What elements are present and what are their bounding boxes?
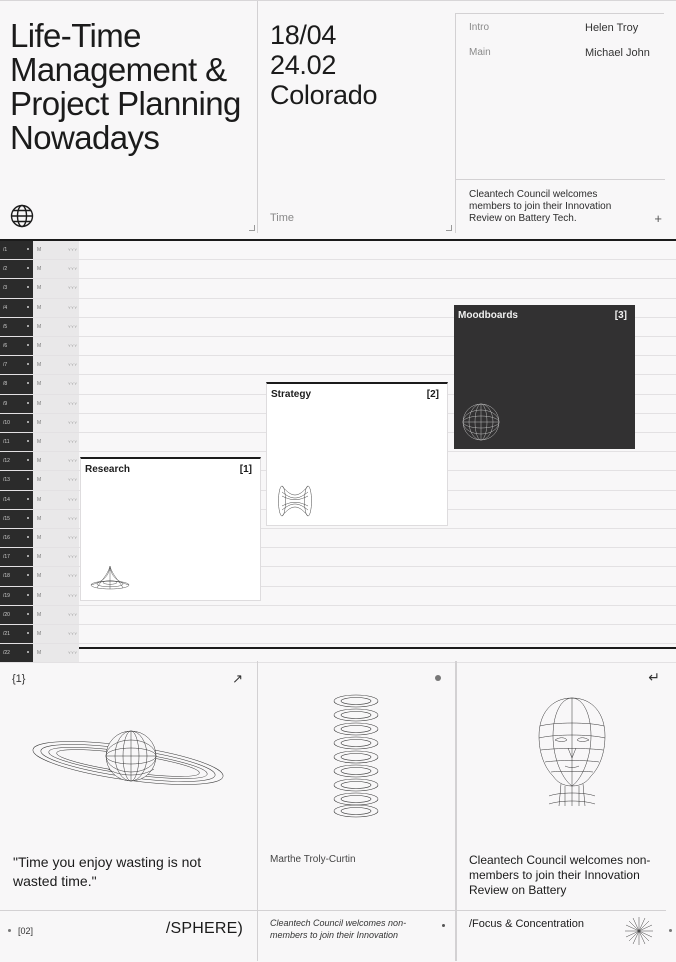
row-meta <box>33 395 79 413</box>
row-dot <box>27 363 29 365</box>
row-meta <box>33 471 79 489</box>
row-number-label: /10 <box>3 419 10 426</box>
timeline-row <box>0 279 676 298</box>
row-meta <box>33 433 79 451</box>
row-year: YYY <box>68 304 78 310</box>
row-number-label: /15 <box>3 515 10 522</box>
row-year: YYY <box>68 266 78 272</box>
row-year: YYY <box>68 515 78 521</box>
spring-wireframe-icon <box>330 693 382 821</box>
sphere-wireframe-icon <box>462 403 500 441</box>
row-meta <box>33 241 79 259</box>
card-number: [1] <box>239 464 252 475</box>
corner-mark <box>249 225 255 231</box>
timeline <box>0 239 676 657</box>
row-month: M <box>37 458 42 465</box>
row-dot <box>27 344 29 346</box>
row-year: YYY <box>68 343 78 348</box>
timeline-row <box>0 241 676 260</box>
row-number-label: /3 <box>3 285 8 292</box>
status-dot <box>435 675 441 681</box>
row-year: YYY <box>68 650 78 656</box>
row-number-label: /11 <box>3 439 10 445</box>
row-dot <box>27 382 29 384</box>
brand-link[interactable]: /SPHERE) <box>165 920 243 937</box>
row-year: YYY <box>68 439 78 444</box>
row-month: M <box>37 343 42 349</box>
row-month: M <box>37 554 42 561</box>
row-meta <box>33 452 79 470</box>
row-number-label: /14 <box>3 496 10 503</box>
arrow-up-right-icon[interactable]: ↗ <box>232 671 243 686</box>
small-dot <box>442 924 445 927</box>
row-meta <box>33 625 79 643</box>
row-number-label: /16 <box>3 535 10 541</box>
title-column <box>0 1 258 233</box>
row-number <box>0 375 33 393</box>
plus-button[interactable]: + <box>654 211 662 226</box>
row-month: M <box>37 573 42 580</box>
row-meta <box>33 375 79 393</box>
cone-wireframe-icon <box>89 563 131 591</box>
row-dot <box>27 459 29 461</box>
row-dot <box>27 286 29 288</box>
row-year: YYY <box>68 458 78 464</box>
role-key: Main <box>469 47 491 58</box>
row-month: M <box>37 266 42 273</box>
time-label: Time <box>270 212 295 224</box>
row-dot <box>27 517 29 519</box>
timeline-row <box>0 606 676 625</box>
row-month: M <box>37 362 42 369</box>
role-value: Michael John <box>585 47 650 59</box>
row-number-label: /18 <box>3 573 10 580</box>
row-meta <box>33 414 79 432</box>
date-line2: 24.02 <box>270 50 337 80</box>
row-month: M <box>37 496 42 503</box>
row-number <box>0 587 33 605</box>
row-year: YYY <box>68 400 78 406</box>
card-title: Research <box>85 464 131 475</box>
row-number <box>0 491 33 509</box>
card-number: [2] <box>426 389 439 400</box>
row-month: M <box>37 285 42 292</box>
header-note: Cleantech Council welcomes members to join their Innovation Review on Battery Tech. <box>469 189 612 224</box>
row-meta <box>33 299 79 317</box>
tick-dot <box>8 929 11 932</box>
row-number <box>0 279 33 297</box>
row-number-label: /20 <box>3 611 10 618</box>
row-number <box>0 433 33 451</box>
row-number-label: /7 <box>3 362 8 369</box>
date-line1: 18/04 <box>270 20 337 50</box>
row-month: M <box>37 304 42 311</box>
section-index: {1} <box>12 673 26 685</box>
row-year: YYY <box>68 323 78 329</box>
info-column <box>455 13 664 233</box>
timeline-row <box>0 260 676 279</box>
head-wireframe-icon <box>535 696 609 808</box>
row-dot <box>27 402 29 404</box>
row-number-label: /19 <box>3 592 10 599</box>
row-dot <box>27 498 29 500</box>
row-number-label: /22 <box>3 650 10 657</box>
row-dot <box>27 421 29 423</box>
row-month: M <box>37 477 42 484</box>
row-dot <box>27 267 29 269</box>
row-number <box>0 606 33 624</box>
row-dot <box>27 594 29 596</box>
row-meta <box>33 529 79 547</box>
card-research[interactable] <box>80 457 261 601</box>
row-year: YYY <box>68 362 78 368</box>
planet-wireframe-icon <box>30 719 226 799</box>
row-number-label: /9 <box>3 400 8 407</box>
row-number <box>0 567 33 585</box>
row-number <box>0 452 33 470</box>
row-dot <box>27 440 29 442</box>
row-dot <box>27 574 29 576</box>
row-number-label: /13 <box>3 477 10 484</box>
quote-text: "Time you enjoy wasting is not wasted time." <box>13 854 202 889</box>
row-meta <box>33 606 79 624</box>
row-number <box>0 356 33 374</box>
row-year: YYY <box>68 631 78 636</box>
row-dot <box>27 478 29 480</box>
row-month: M <box>37 381 42 388</box>
globe-icon <box>10 204 34 228</box>
footer-note: Cleantech Council welcomes non-members to join their Innovation <box>270 918 407 940</box>
row-month: M <box>37 419 42 426</box>
starburst-icon <box>624 916 654 946</box>
row-month: M <box>37 247 42 253</box>
row-number <box>0 241 33 259</box>
row-number <box>0 318 33 336</box>
date-block <box>270 20 377 110</box>
row-dot <box>27 613 29 615</box>
row-year: YYY <box>68 419 78 425</box>
card-strategy[interactable] <box>266 382 448 526</box>
row-number-label: /1 <box>3 247 8 253</box>
row-number-label: /5 <box>3 323 8 330</box>
author-column <box>258 661 456 961</box>
row-meta <box>33 337 79 355</box>
row-number-label: /4 <box>3 304 8 311</box>
row-dot <box>27 632 29 634</box>
divider <box>456 179 665 180</box>
row-year: YYY <box>68 535 78 540</box>
page-index: [02] <box>18 926 34 936</box>
row-meta <box>33 356 79 374</box>
row-year: YYY <box>68 247 78 252</box>
row-month: M <box>37 592 42 599</box>
row-number-label: /8 <box>3 381 8 388</box>
card-number: [3] <box>614 310 627 321</box>
row-number-label: /6 <box>3 343 8 349</box>
date-column <box>258 1 455 233</box>
row-month: M <box>37 611 42 618</box>
row-number-label: /21 <box>3 631 10 637</box>
row-year: YYY <box>68 496 78 502</box>
row-meta <box>33 567 79 585</box>
return-arrow-icon[interactable]: ↵ <box>648 669 660 685</box>
role-key: Intro <box>469 22 490 33</box>
row-month: M <box>37 515 42 522</box>
info-column-bottom <box>456 661 666 961</box>
author-name: Marthe Troly-Curtin <box>270 854 356 865</box>
row-month: M <box>37 650 42 657</box>
author-footer <box>258 910 455 950</box>
row-meta <box>33 548 79 566</box>
row-number-label: /12 <box>3 458 10 465</box>
role-value: Helen Troy <box>585 22 639 34</box>
card-title: Strategy <box>271 389 312 400</box>
row-dot <box>27 555 29 557</box>
row-dot <box>27 248 29 250</box>
row-month: M <box>37 631 42 637</box>
focus-link[interactable]: /Focus & Concentration <box>469 918 584 930</box>
bottom-section <box>0 651 676 962</box>
row-meta <box>33 491 79 509</box>
tick-dot <box>669 929 672 932</box>
info-text: Cleantech Council welcomes non-members to join their Innovation Review on Battery <box>469 853 651 897</box>
row-number <box>0 529 33 547</box>
page-title: Life-Time Management & Project Planning Nowadays <box>10 17 241 156</box>
row-number <box>0 510 33 528</box>
row-year: YYY <box>68 611 78 617</box>
hourglass-wireframe-icon <box>277 484 313 518</box>
row-meta <box>33 318 79 336</box>
row-number <box>0 625 33 643</box>
row-number <box>0 414 33 432</box>
row-number <box>0 395 33 413</box>
row-number <box>0 337 33 355</box>
header <box>0 0 676 239</box>
row-month: M <box>37 439 42 445</box>
row-dot <box>27 325 29 327</box>
row-number-label: /17 <box>3 554 10 561</box>
row-meta <box>33 510 79 528</box>
row-year: YYY <box>68 573 78 579</box>
row-number <box>0 260 33 278</box>
row-month: M <box>37 400 42 407</box>
card-moodboards[interactable] <box>454 305 635 449</box>
row-year: YYY <box>68 592 78 598</box>
row-year: YYY <box>68 554 78 560</box>
row-year: YYY <box>68 477 78 483</box>
location: Colorado <box>270 80 378 110</box>
row-dot <box>27 306 29 308</box>
timeline-row <box>0 625 676 644</box>
row-year: YYY <box>68 285 78 291</box>
card-title: Moodboards <box>458 310 518 321</box>
corner-mark <box>446 225 452 231</box>
row-dot <box>27 536 29 538</box>
quote-footer <box>0 910 257 950</box>
row-number <box>0 548 33 566</box>
row-month: M <box>37 535 42 541</box>
focus-footer <box>457 910 666 950</box>
row-number <box>0 471 33 489</box>
quote-column <box>0 661 258 961</box>
row-year: YYY <box>68 381 78 387</box>
row-number-label: /2 <box>3 266 8 273</box>
row-meta <box>33 279 79 297</box>
row-meta <box>33 260 79 278</box>
row-meta <box>33 587 79 605</box>
row-month: M <box>37 323 42 330</box>
row-number <box>0 299 33 317</box>
